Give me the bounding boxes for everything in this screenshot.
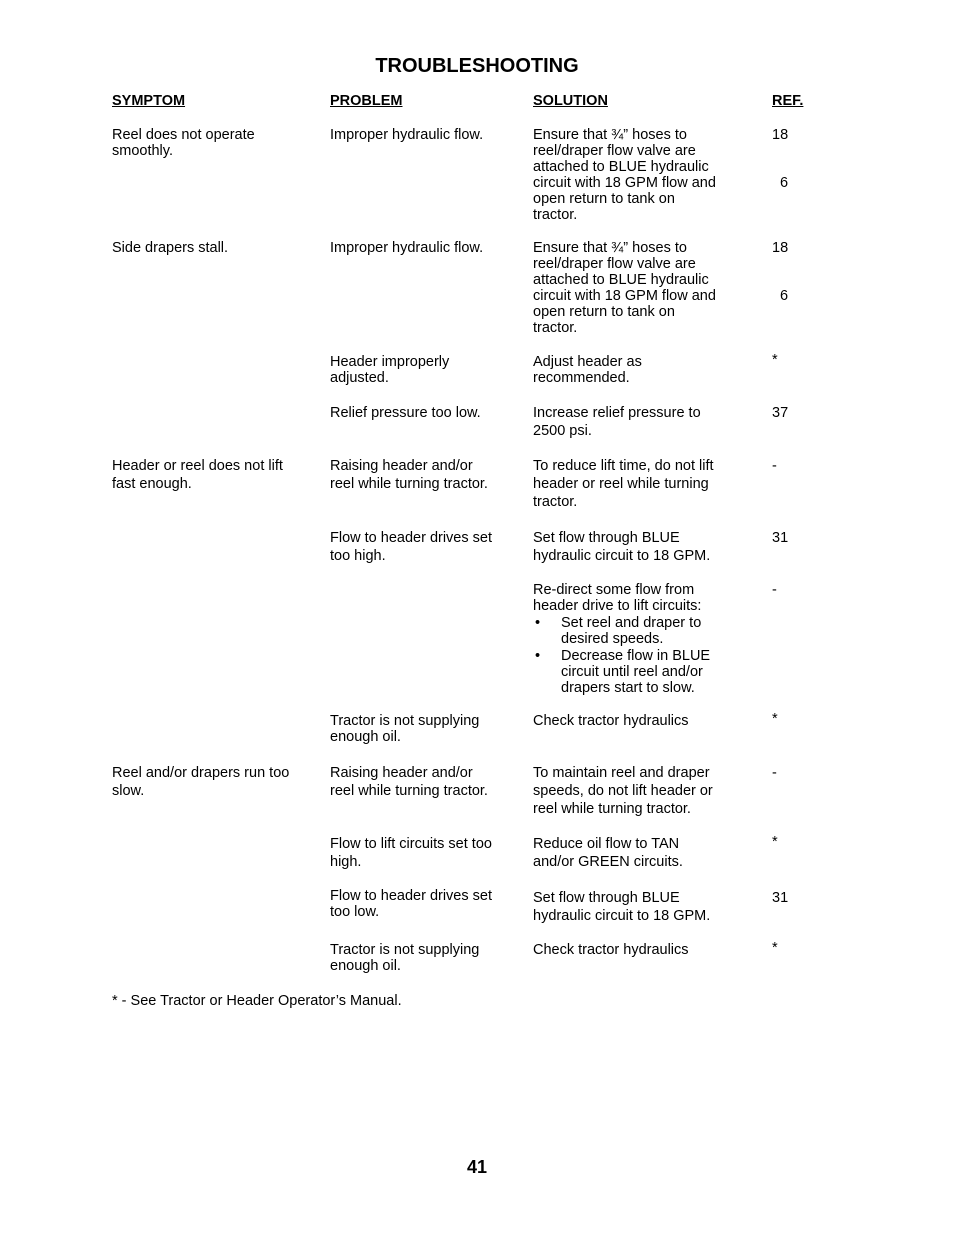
row-ref: - (772, 458, 777, 474)
row-problem: Relief pressure too low. (330, 405, 481, 421)
footnote: * - See Tractor or Header Operator’s Manual. (112, 993, 402, 1009)
row-solution: Re-direct some flow from header drive to lift circuits: (533, 582, 702, 614)
row-problem: Flow to lift circuits set too high. (330, 836, 492, 870)
row-ref: - (772, 582, 777, 598)
row-symptom: Reel and/or drapers run too slow. (112, 765, 290, 799)
bullet-dot: • (535, 615, 541, 631)
row-ref: 37 (772, 405, 789, 421)
row-problem: Raising header and/or reel while turning tractor. (330, 458, 488, 492)
row-solution: Check tractor hydraulics (533, 713, 689, 729)
row-problem: Raising header and/or reel while turning tractor. (330, 765, 488, 799)
row-solution: To maintain reel and draper speeds, do not lift header or reel while turning tractor. (533, 765, 713, 817)
row-ref: * (772, 834, 778, 850)
row-ref: 6 (780, 288, 789, 304)
row-ref: * (772, 711, 778, 727)
row-solution: Ensure that ¾” hoses to reel/draper flow valve are attached to BLUE hydraulic circuit with 18 GPM flow and open return to tank on tractor. (533, 127, 716, 223)
row-problem: Improper hydraulic flow. (330, 240, 484, 256)
row-ref: - (772, 765, 777, 781)
row-problem: Tractor is not supplying enough oil. (330, 713, 480, 745)
page-number: 41 (466, 1157, 488, 1177)
header-solution: SOLUTION (533, 93, 608, 109)
row-problem: Header improperly adjusted. (330, 354, 450, 386)
row-problem: Tractor is not supplying enough oil. (330, 942, 480, 974)
row-ref: 18 (772, 127, 789, 143)
row-solution: Reduce oil flow to TAN and/or GREEN circuits. (533, 836, 683, 870)
row-solution: Check tractor hydraulics (533, 942, 689, 958)
header-symptom: SYMPTOM (112, 93, 186, 109)
row-symptom: Reel does not operate smoothly. (112, 127, 255, 159)
header-ref: REF. (772, 93, 804, 109)
row-solution: Ensure that ¾” hoses to reel/draper flow valve are attached to BLUE hydraulic circuit with 18 GPM flow and open return to tank on tractor. (533, 240, 716, 336)
row-ref: * (772, 352, 778, 368)
row-symptom: Header or reel does not lift fast enough. (112, 458, 283, 492)
row-solution: Set flow through BLUE hydraulic circuit to 18 GPM. (533, 890, 711, 924)
row-ref: * (772, 940, 778, 956)
row-solution: To reduce lift time, do not lift header or reel while turning tractor. (533, 458, 714, 510)
header-problem: PROBLEM (330, 93, 403, 109)
row-problem: Flow to header drives set too low. (330, 888, 492, 920)
row-solution: Increase relief pressure to 2500 psi. (533, 405, 701, 439)
row-problem: Flow to header drives set too high. (330, 530, 492, 564)
bullet-dot: • (535, 648, 541, 664)
row-solution: Adjust header as recommended. (533, 354, 642, 386)
row-ref: 18 (772, 240, 789, 256)
row-symptom: Side drapers stall. (112, 240, 229, 256)
row-ref: 31 (772, 530, 789, 546)
row-solution: Set flow through BLUE hydraulic circuit to 18 GPM. (533, 530, 711, 564)
bullet-item: Set reel and draper to desired speeds. (561, 615, 702, 647)
row-ref: 31 (772, 890, 789, 906)
row-ref: 6 (780, 175, 789, 191)
page-title: TROUBLESHOOTING (375, 55, 579, 77)
row-problem: Improper hydraulic flow. (330, 127, 484, 143)
bullet-item: Decrease flow in BLUE circuit until reel and/or drapers start to slow. (561, 648, 711, 696)
